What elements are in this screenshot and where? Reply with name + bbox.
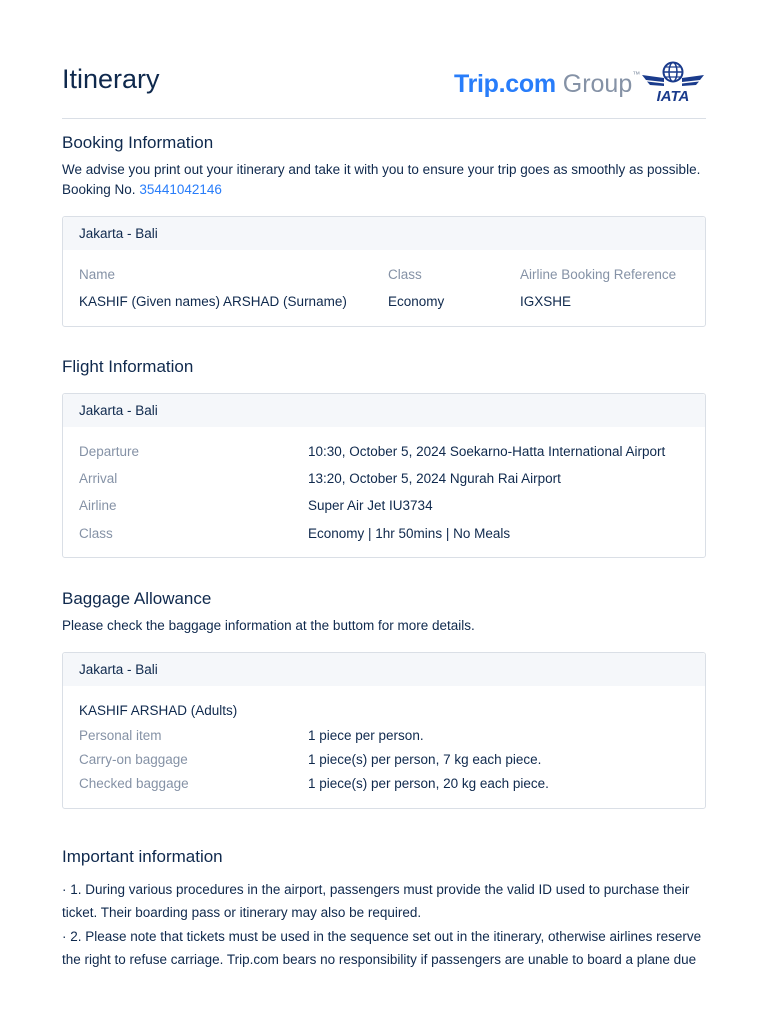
flight-card [62, 393, 706, 558]
airline-ref-label: Airline Booking Reference [520, 267, 677, 282]
important-item-2: · 2. Please note that tickets must be used in the sequence set out in the itinerary, otherwise airlines reserve the right to refuse carriage. Trip.com bears no responsibility if passengers are unable to board a plane due [62, 929, 702, 967]
tripcom-group-logo [454, 70, 640, 99]
personal-item-label: Personal item [79, 728, 162, 743]
airline-label: Airline [79, 498, 117, 513]
booking-card-route: Jakarta - Bali [63, 217, 705, 250]
flight-section-title: Flight Information [62, 357, 194, 376]
baggage-card [62, 652, 706, 809]
flight-class-value: Economy | 1hr 50mins | No Meals [308, 526, 511, 541]
baggage-note: Please check the baggage information at the buttom for more details. [62, 618, 475, 633]
departure-label: Departure [79, 444, 140, 459]
airline-value: Super Air Jet IU3734 [308, 498, 433, 513]
logo-group-text: Group [555, 70, 633, 98]
booking-card [62, 216, 706, 327]
baggage-card-route: Jakarta - Bali [63, 653, 705, 686]
airline-ref-value: IGXSHE [520, 294, 572, 309]
baggage-passenger: KASHIF ARSHAD (Adults) [79, 703, 238, 718]
checked-baggage-value: 1 piece(s) per person, 20 kg each piece. [308, 776, 549, 791]
class-value: Economy [388, 294, 445, 309]
class-label: Class [388, 267, 422, 282]
name-label: Name [79, 267, 116, 282]
arrival-value: 13:20, October 5, 2024 Ngurah Rai Airport [308, 471, 561, 486]
logo-trip-text: Trip.com [454, 70, 556, 98]
booking-number-line [62, 180, 222, 200]
iata-text: IATA [656, 88, 690, 103]
checked-baggage-label: Checked baggage [79, 776, 189, 791]
personal-item-value: 1 piece per person. [308, 728, 424, 743]
booking-section-title: Booking Information [62, 133, 214, 152]
booking-number-label: Booking No. [62, 182, 136, 197]
departure-value: 10:30, October 5, 2024 Soekarno-Hatta International Airport [308, 444, 666, 459]
passenger-name-value: KASHIF (Given names) ARSHAD (Surname) [79, 294, 347, 309]
flight-class-label: Class [79, 526, 113, 541]
flight-card-route: Jakarta - Bali [63, 394, 705, 427]
logo-tm: ™ [632, 70, 641, 79]
important-item-1: · 1. During various procedures in the airport, passengers must provide the valid ID used to purchase their ticket. Their boarding pass or itinerary may also be required. [62, 882, 690, 920]
page-header [62, 60, 706, 119]
iata-logo [640, 61, 706, 103]
carry-on-value: 1 piece(s) per person, 7 kg each piece. [308, 752, 542, 767]
arrival-label: Arrival [79, 471, 118, 486]
booking-number-link[interactable]: 35441042146 [139, 182, 222, 197]
important-section-title: Important information [62, 847, 223, 866]
page-title: Itinerary [62, 64, 160, 94]
booking-advice-text: We advise you print out your itinerary and take it with you to ensure your trip goes as smoothly as possible. [62, 162, 701, 177]
carry-on-label: Carry-on baggage [79, 752, 188, 767]
baggage-section-title: Baggage Allowance [62, 589, 212, 608]
